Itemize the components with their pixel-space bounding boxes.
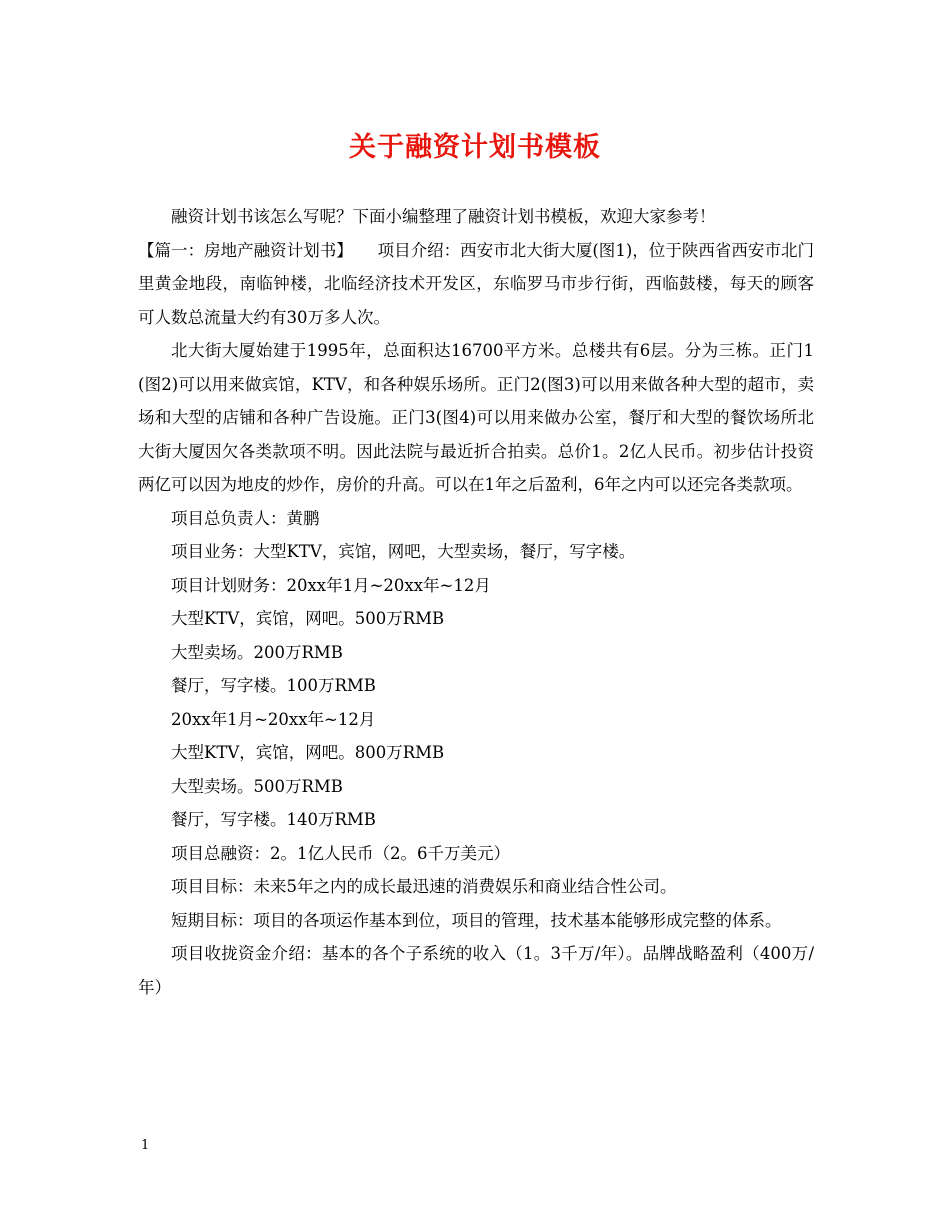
list-item-ktv-budget-2: 大型KTV，宾馆，网吧。800万RMB — [171, 743, 445, 762]
page-number: 1 — [141, 1138, 150, 1153]
list-item-mall-budget-2: 大型卖场。500万RMB — [171, 776, 343, 796]
building-paragraph: 北大街大厦始建于1995年，总面积达16700平方米。总楼共有6层。分为三栋。正门1(图2)可以用来做宾馆，KTV，和各种娱乐场所。正门2(图3)可以用来做各种大型的超市，卖场和大型的店铺和各种广告设施。正门3(图4)可以用来做办公室，餐厅和大型的餐饮场所北大街大厦因欠各类款项不明。因此法院与最近折合拍卖。总价1。2亿人民币。初步估计投资两亿可以因为地皮的炒作，房价的升高。可以在1年之后盈利，6年之内可以还完各类款项。 — [138, 341, 814, 494]
list-item-project-business: 项目业务：大型KTV，宾馆，网吧，大型卖场，餐厅，写字楼。 — [171, 542, 636, 561]
list-item-project-goal: 项目目标：未来5年之内的成长最迅速的消费娱乐和商业结合性公司。 — [171, 877, 677, 896]
list-item-project-finance: 项目计划财务：20xx年1月~20xx年~12月 — [171, 575, 491, 595]
list-item-restaurant-budget-1: 餐厅，写字楼。100万RMB — [171, 676, 376, 695]
list-item-total-financing: 项目总融资：2。1亿人民币（2。6千万美元） — [171, 843, 510, 863]
document-body — [138, 200, 814, 1004]
intro-paragraph: 融资计划书该怎么写呢？下面小编整理了融资计划书模板，欢迎大家参考！ — [171, 207, 716, 226]
list-item-period-2: 20xx年1月~20xx年~12月 — [171, 709, 376, 729]
list-item-mall-budget-1: 大型卖场。200万RMB — [171, 642, 343, 662]
list-item-ktv-budget-1: 大型KTV，宾馆，网吧。500万RMB — [171, 609, 445, 628]
document-title: 关于融资计划书模板 — [349, 132, 601, 163]
list-item-restaurant-budget-2: 餐厅，写字楼。140万RMB — [171, 810, 376, 829]
list-item-project-lead: 项目总负责人：黄鹏 — [171, 508, 320, 528]
revenue-paragraph: 项目收拢资金介绍：基本的各个子系统的收入（1。3千万/年）。品牌战略盈利（400万/年） — [138, 944, 814, 997]
short-term-goal-paragraph: 短期目标：项目的各项运作基本到位，项目的管理，技术基本能够形成完整的体系。 — [171, 910, 782, 930]
section-one-paragraph: 【篇一：房地产融资计划书】 项目介绍：西安市北大街大厦(图1)，位于陕西省西安市北门里黄金地段，南临钟楼，北临经济技术开发区，东临罗马市步行街，西临鼓楼，每天的顾客可人数总流量大约有30万多人次。 — [138, 240, 814, 327]
